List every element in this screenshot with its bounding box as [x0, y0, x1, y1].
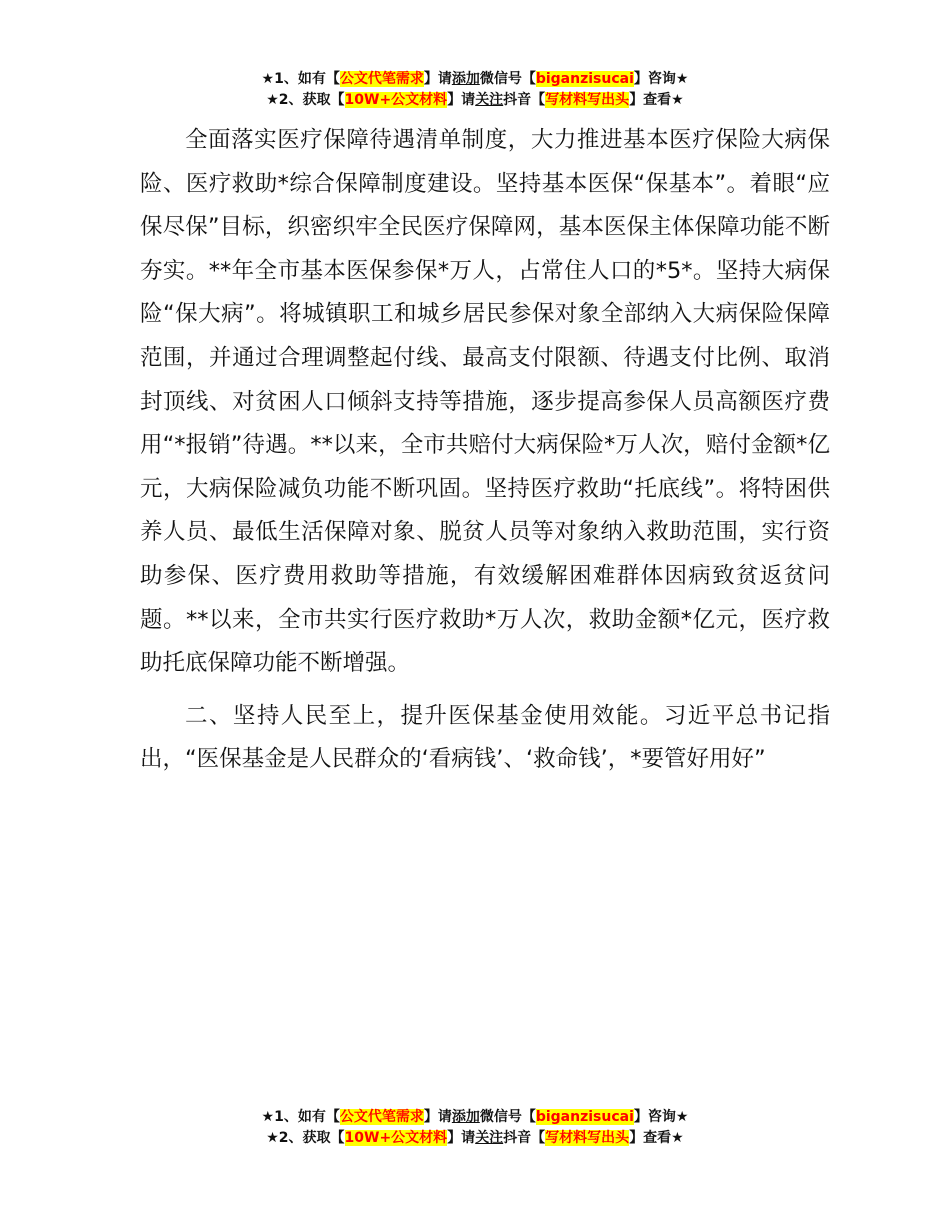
header-notice — [0, 69, 950, 111]
highlighted-text: 公文代笔需求 — [339, 1109, 424, 1125]
notice-text: ★1、如有【 — [261, 71, 340, 87]
highlighted-text: 10W+公文材料 — [344, 1130, 448, 1146]
underlined-text: 关注 — [475, 1130, 504, 1146]
document-body — [140, 119, 830, 782]
notice-text: 】查看★ — [629, 92, 684, 108]
notice-line-2 — [0, 90, 950, 111]
notice-text: ★1、如有【 — [261, 1109, 340, 1125]
underlined-text: 关注 — [475, 92, 504, 108]
notice-text: 】咨询★ — [633, 71, 689, 87]
highlighted-text: 写材料写出头 — [545, 1130, 630, 1146]
notice-text: 】请 — [447, 92, 476, 108]
body-paragraph-2: 二、坚持人民至上，提升医保基金使用效能。习近平总书记指出，“医保基金是人民群众的‘看病钱’、‘救命钱’，*要管好用好” — [140, 702, 830, 773]
highlighted-text: biganzisucai — [535, 1109, 634, 1125]
highlighted-text: 10W+公文材料 — [344, 92, 448, 108]
notice-text: ★2、获取【 — [266, 1130, 345, 1146]
notice-line-1 — [0, 1107, 950, 1128]
notice-text: 】请 — [423, 1109, 452, 1125]
highlighted-text: biganzisucai — [535, 71, 634, 87]
highlighted-text: 写材料写出头 — [545, 92, 630, 108]
notice-text: 抖音【 — [503, 1130, 546, 1146]
notice-text: 】查看★ — [629, 1130, 684, 1146]
notice-text: ★2、获取【 — [266, 92, 345, 108]
footer-notice — [0, 1107, 950, 1149]
underlined-text: 添加 — [451, 71, 480, 87]
notice-text: 抖音【 — [503, 92, 546, 108]
notice-text: 】请 — [423, 71, 452, 87]
body-paragraph-1: 全面落实医疗保障待遇清单制度，大力推进基本医疗保险大病保险、医疗救助*综合保障制度建设。坚持基本医保“保基本”。着眼“应保尽保”目标，织密织牢全民医疗保障网，基本医保主体保障功能不断夯实。**年全市基本医保参保*万人，占常住人口的*5*。坚持大病保险“保大病”。将城镇职工和城乡居民参保对象全部纳入大病保险保障范围，并通过合理调整起付线、最高支付限额、待遇支付比例、取消封顶线、对贫困人口倾斜支持等措施，逐步提高参保人员高额医疗费用“*报销”待遇。**以来，全市共赔付大病保险*万人次，赔付金额*亿元，大病保险减负功能不断巩固。坚持医疗救助“托底线”。将特困供养人员、最低生活保障对象、脱贫人员等对象纳入救助范围，实行资助参保、医疗费用救助等措施，有效缓解困难群体因病致贫返贫问题。**以来，全市共实行医疗救助*万人次，救助金额*亿元，医疗救助托底保障功能不断增强。 — [140, 127, 830, 677]
notice-text: 微信号【 — [479, 1109, 536, 1125]
highlighted-text: 公文代笔需求 — [339, 71, 424, 87]
notice-line-1 — [0, 69, 950, 90]
notice-text: 】咨询★ — [633, 1109, 689, 1125]
underlined-text: 添加 — [451, 1109, 480, 1125]
notice-text: 】请 — [447, 1130, 476, 1146]
notice-line-2 — [0, 1128, 950, 1149]
notice-text: 微信号【 — [479, 71, 536, 87]
